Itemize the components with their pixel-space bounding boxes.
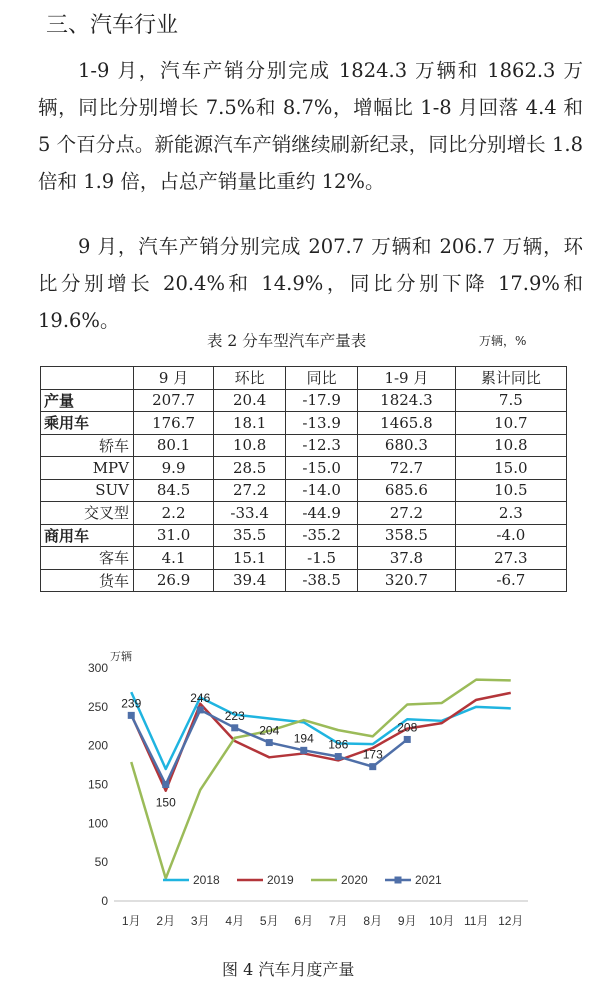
data-label: 194 xyxy=(293,731,314,746)
table-cell: 7.5 xyxy=(455,389,566,412)
x-tick-label: 1月 xyxy=(121,914,141,928)
table-cell: 176.7 xyxy=(134,412,214,435)
table-cell: 37.8 xyxy=(358,547,456,570)
data-point-2021 xyxy=(266,739,273,746)
table-cell: 320.7 xyxy=(358,569,456,592)
table-cell: -14.0 xyxy=(286,479,358,502)
y-tick-label: 0 xyxy=(101,894,108,908)
data-point-2021 xyxy=(369,763,376,770)
header-cell: 9 月 xyxy=(134,367,214,390)
figure-caption: 图 4 汽车月度产量 xyxy=(222,960,355,979)
table-cell: 26.9 xyxy=(134,569,214,592)
row-label: 轿车 xyxy=(41,434,134,457)
data-point-2021 xyxy=(404,736,411,743)
table-cell: -1.5 xyxy=(286,547,358,570)
row-label: 乘用车 xyxy=(41,412,134,435)
row-label: 交叉型 xyxy=(41,502,134,525)
x-tick-label: 12月 xyxy=(498,914,524,928)
x-tick-label: 5月 xyxy=(259,914,279,928)
table-cell: 207.7 xyxy=(134,389,214,412)
header-cell: 环比 xyxy=(214,367,286,390)
table-cell: 18.1 xyxy=(214,412,286,435)
table-cell: 10.8 xyxy=(214,434,286,457)
table-cell: 10.5 xyxy=(455,479,566,502)
table-cell: -4.0 xyxy=(455,524,566,547)
table-row xyxy=(41,569,567,592)
table-row xyxy=(41,502,567,525)
x-tick-label: 2月 xyxy=(156,914,176,928)
table-cell: 72.7 xyxy=(358,457,456,480)
table-cell: -35.2 xyxy=(286,524,358,547)
data-label: 173 xyxy=(362,747,383,762)
x-tick-label: 9月 xyxy=(397,914,417,928)
table-cell: -15.0 xyxy=(286,457,358,480)
y-tick-label: 250 xyxy=(87,699,108,714)
data-point-2021 xyxy=(162,781,169,788)
data-label: 204 xyxy=(259,723,280,738)
table-row xyxy=(41,547,567,570)
legend-label: 2019 xyxy=(267,873,294,887)
table-cell: 35.5 xyxy=(214,524,286,547)
data-label: 239 xyxy=(121,696,142,711)
y-tick-label: 100 xyxy=(87,816,108,831)
x-tick-label: 3月 xyxy=(190,914,210,928)
section-heading: 三、汽车行业 xyxy=(46,13,179,38)
x-tick-label: 11月 xyxy=(464,914,489,928)
table-row xyxy=(41,524,567,547)
table-cell: 358.5 xyxy=(358,524,456,547)
table-unit: 万辆，% xyxy=(479,334,527,348)
table-cell: 39.4 xyxy=(214,569,286,592)
table-cell: 2.3 xyxy=(455,502,566,525)
table-cell: 10.8 xyxy=(455,434,566,457)
row-label: 客车 xyxy=(41,547,134,570)
table-cell: 4.1 xyxy=(134,547,214,570)
y-tick-label: 50 xyxy=(94,855,108,870)
legend-label: 2020 xyxy=(341,873,368,887)
row-label: MPV xyxy=(41,457,134,480)
row-label: 商用车 xyxy=(41,524,134,547)
data-point-2021 xyxy=(335,753,342,760)
legend-marker-2021 xyxy=(395,877,402,884)
legend-label: 2021 xyxy=(415,873,442,887)
table-cell: 80.1 xyxy=(134,434,214,457)
paragraph-1: 1-9 月，汽车产销分别完成 1824.3 万辆和 1862.3 万辆，同比分别增长 7.5%和 8.7%，增幅比 1-8 月回落 4.4 和 5 个百分点。新能源汽车产销继续刷新纪录，同比分别增长 1.8 倍和 1.9 倍，占总产销量比重约 12%。 xyxy=(38,59,583,193)
x-tick-label: 8月 xyxy=(363,914,383,928)
table-cell: 31.0 xyxy=(134,524,214,547)
x-tick-label: 10月 xyxy=(429,914,455,928)
table-cell: 27.3 xyxy=(455,547,566,570)
table-cell: 685.6 xyxy=(358,479,456,502)
table-caption: 表 2 分车型汽车产量表 xyxy=(207,332,367,350)
table-cell: -17.9 xyxy=(286,389,358,412)
table-cell: 15.0 xyxy=(455,457,566,480)
table-cell: 20.4 xyxy=(214,389,286,412)
data-label: 208 xyxy=(397,720,418,735)
table-cell: 28.5 xyxy=(214,457,286,480)
y-tick-label: 150 xyxy=(87,777,108,792)
series-line-2020 xyxy=(131,680,511,879)
data-label: 223 xyxy=(224,708,245,723)
table-cell: -13.9 xyxy=(286,412,358,435)
table-header-row xyxy=(41,367,567,390)
table-cell: 27.2 xyxy=(214,479,286,502)
header-cell xyxy=(41,367,134,390)
data-label: 246 xyxy=(190,690,211,705)
table-cell: 10.7 xyxy=(455,412,566,435)
table-cell: -12.3 xyxy=(286,434,358,457)
y-tick-label: 300 xyxy=(87,661,108,675)
table-cell: -38.5 xyxy=(286,569,358,592)
y-axis-unit-label: 万辆 xyxy=(110,651,132,663)
production-table xyxy=(40,366,567,592)
paragraph-2: 9 月，汽车产销分别完成 207.7 万辆和 206.7 万辆，环比分别增长 20.4%和 14.9%，同比分别下降 17.9%和 19.6%。 xyxy=(38,235,583,332)
header-cell: 累计同比 xyxy=(455,367,566,390)
table-cell: 1824.3 xyxy=(358,389,456,412)
table-cell: -33.4 xyxy=(214,502,286,525)
table-row xyxy=(41,389,567,412)
data-point-2021 xyxy=(197,706,204,713)
x-tick-label: 7月 xyxy=(328,914,348,928)
header-cell: 同比 xyxy=(286,367,358,390)
x-tick-label: 4月 xyxy=(225,914,245,928)
table-cell: -6.7 xyxy=(455,569,566,592)
header-cell: 1-9 月 xyxy=(358,367,456,390)
table-cell: 15.1 xyxy=(214,547,286,570)
series-line-2019 xyxy=(131,690,511,791)
table-cell: -44.9 xyxy=(286,502,358,525)
row-label: 产量 xyxy=(41,389,134,412)
monthly-production-chart xyxy=(78,648,538,940)
data-point-2021 xyxy=(300,747,307,754)
data-point-2021 xyxy=(231,724,238,731)
table-cell: 2.2 xyxy=(134,502,214,525)
table-cell: 27.2 xyxy=(358,502,456,525)
row-label: 货车 xyxy=(41,569,134,592)
data-label: 150 xyxy=(155,795,176,810)
data-point-2021 xyxy=(128,712,135,719)
data-label: 186 xyxy=(328,737,349,752)
table-cell: 680.3 xyxy=(358,434,456,457)
table-row xyxy=(41,457,567,480)
x-tick-label: 6月 xyxy=(294,914,314,928)
legend-label: 2018 xyxy=(193,873,220,887)
table-cell: 84.5 xyxy=(134,479,214,502)
table-cell: 9.9 xyxy=(134,457,214,480)
table-cell: 1465.8 xyxy=(358,412,456,435)
row-label: SUV xyxy=(41,479,134,502)
table-row xyxy=(41,412,567,435)
table-row xyxy=(41,434,567,457)
y-tick-label: 200 xyxy=(87,738,108,753)
table-row xyxy=(41,479,567,502)
